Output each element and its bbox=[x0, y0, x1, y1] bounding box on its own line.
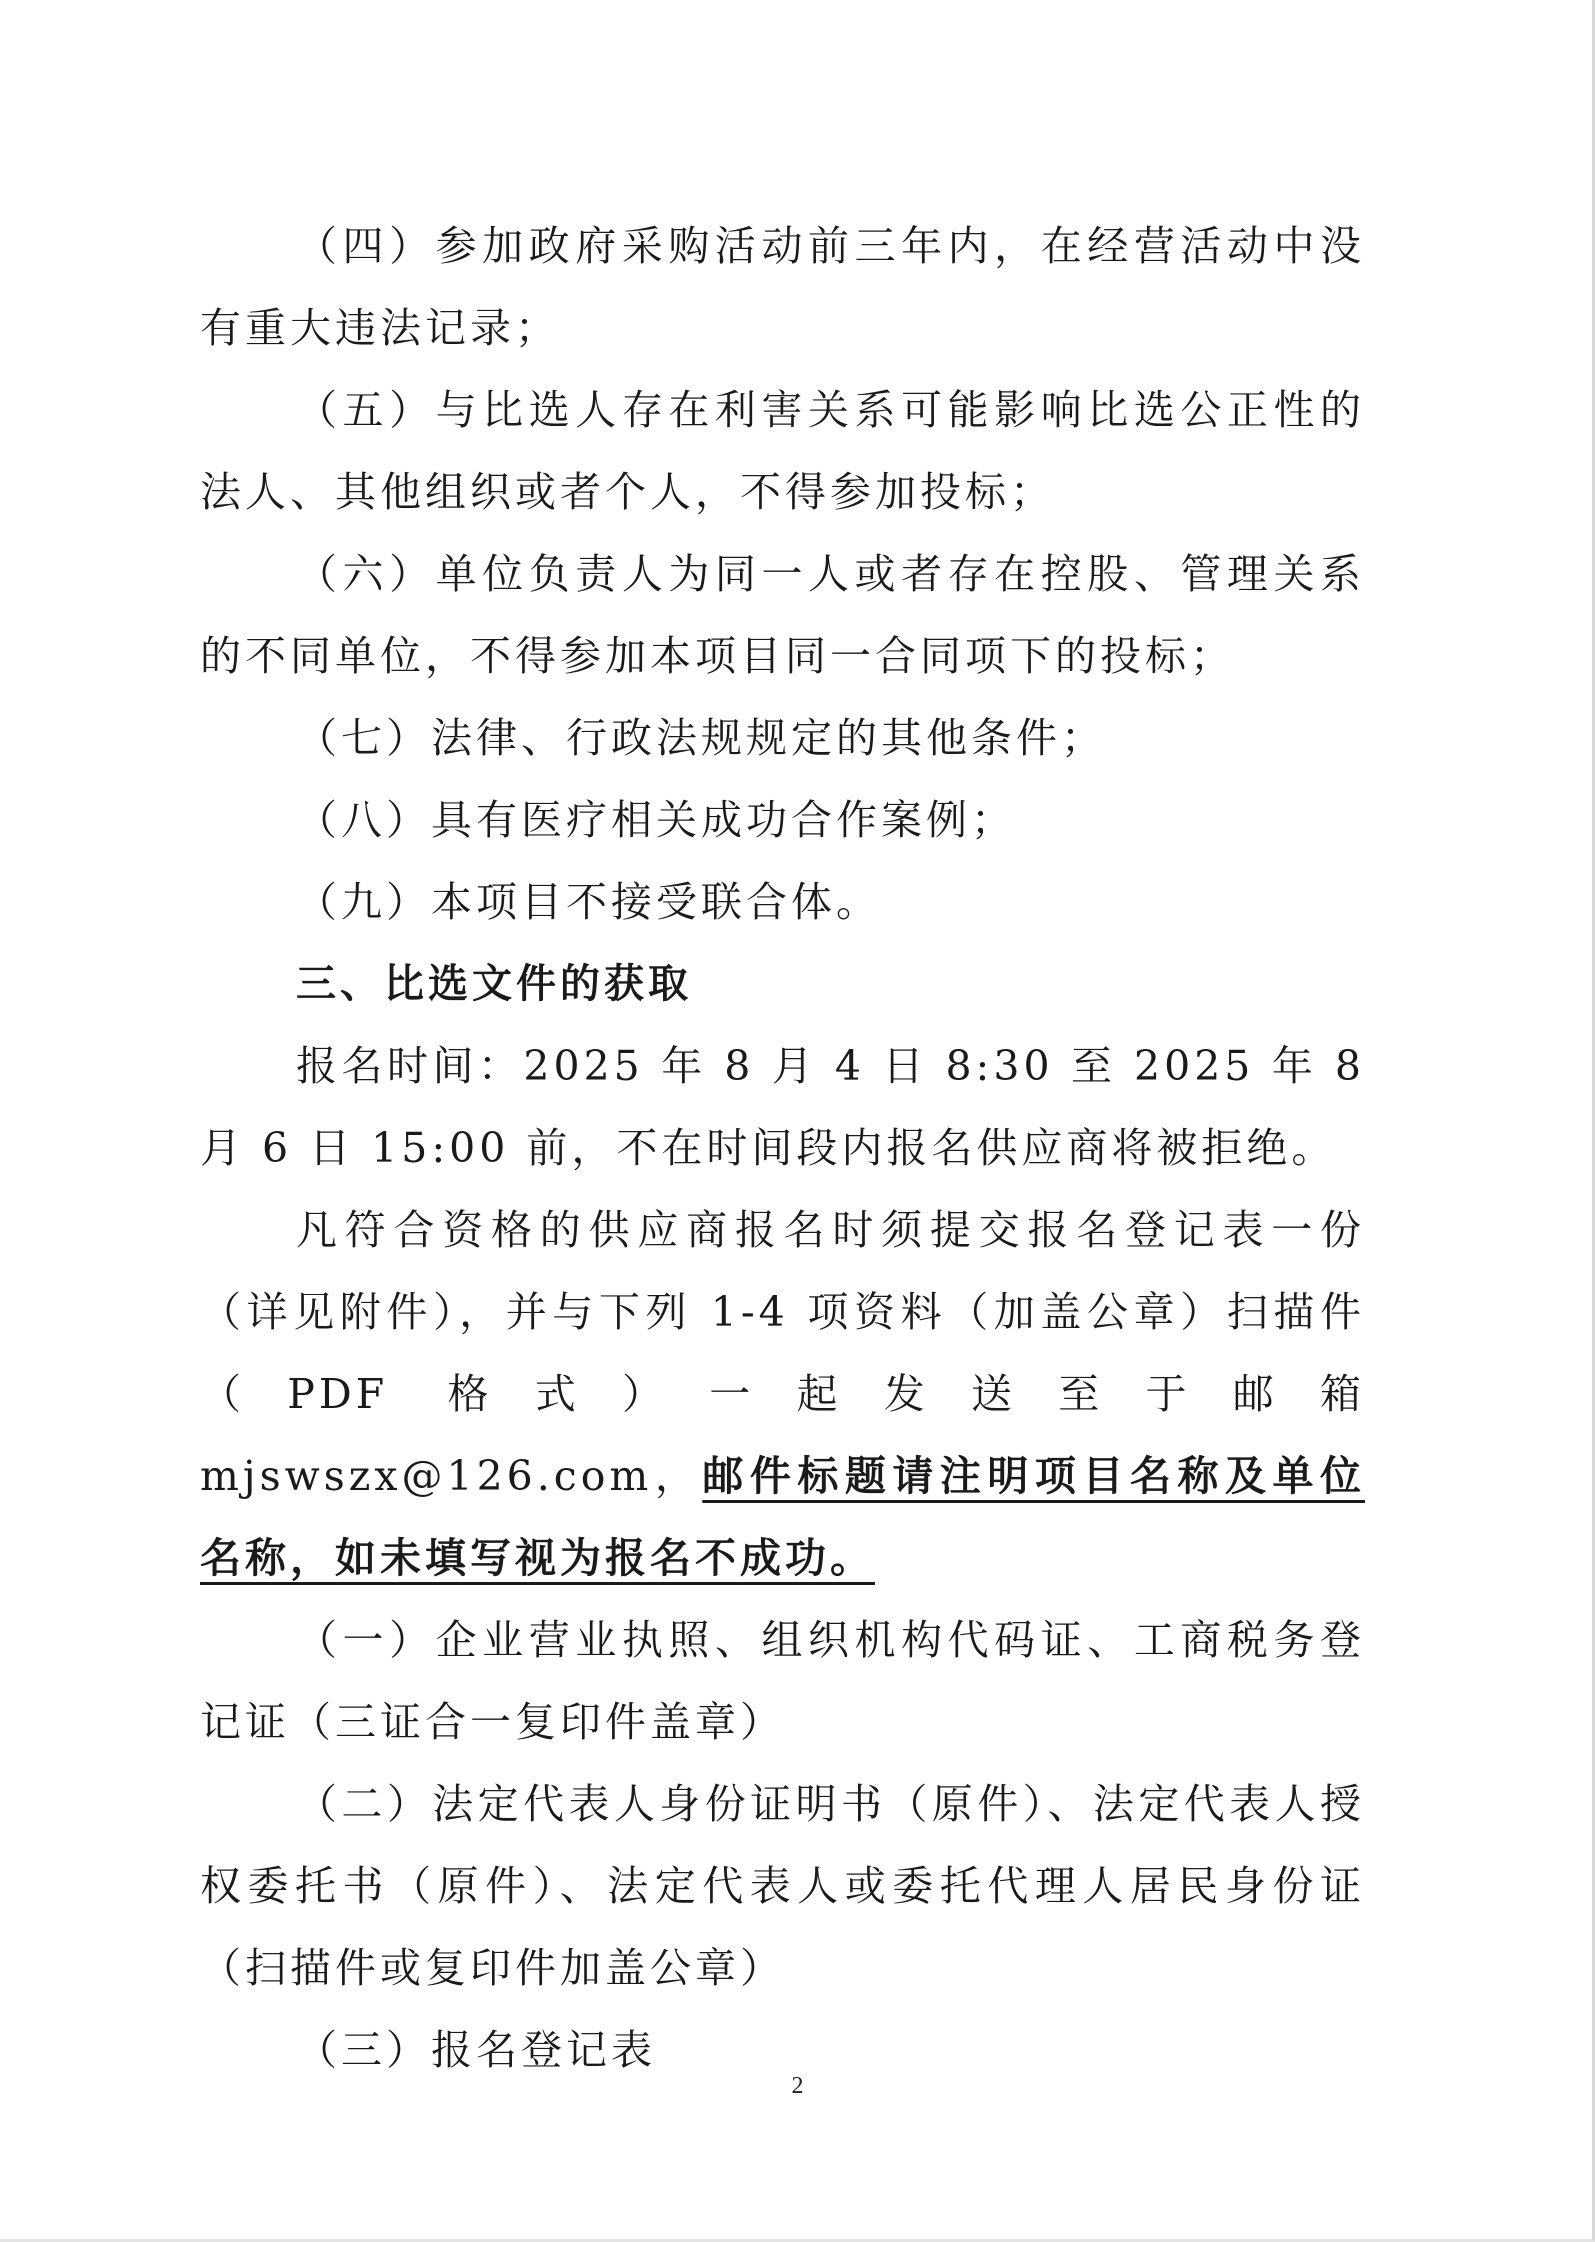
section-heading: 三、比选文件的获取 bbox=[296, 961, 692, 1007]
page-number: 2 bbox=[791, 2073, 804, 2099]
submission-paragraph bbox=[200, 1189, 1365, 1599]
paragraph-qualification-5: （五）与比选人存在利害关系可能影响比选公正性的法人、其他组织或者个人，不得参加投标； bbox=[200, 386, 1365, 516]
paragraph-qualification-4: （四）参加政府采购活动前三年内，在经营活动中没有重大违法记录； bbox=[200, 222, 1365, 352]
required-item-1: （一）企业营业执照、组织机构代码证、工商税务登记证（三证合一复印件盖章） bbox=[200, 1616, 1365, 1746]
required-item-3: （三）报名登记表 bbox=[296, 2026, 656, 2074]
paragraph-qualification-9: （九）本项目不接受联合体。 bbox=[296, 878, 881, 926]
paragraph-qualification-6: （六）单位负责人为同一人或者存在控股、管理关系的不同单位，不得参加本项目同一合同项下的投标； bbox=[200, 550, 1365, 680]
required-item-2: （二）法定代表人身份证明书（原件）、法定代表人授权委托书（原件）、法定代表人或委托代理人居民身份证（扫描件或复印件加盖公章） bbox=[200, 1780, 1365, 1992]
registration-time: 报名时间：2025 年 8 月 4 日 8:30 至 2025 年 8 月 6 日 15:00 前，不在时间段内报名供应商将被拒绝。 bbox=[200, 1042, 1365, 1172]
paragraph-qualification-7: （七）法律、行政法规规定的其他条件； bbox=[296, 714, 1106, 762]
submission-text: 凡符合资格的供应商报名时须提交报名登记表一份（详见附件），并与下列 1-4 项资料（加盖公章）扫描件（PDF 格式）一起发送至于邮箱 mjswszx@126.com， bbox=[200, 1206, 1365, 1500]
document-body bbox=[200, 205, 1365, 2091]
submission-emphasis: 邮件标题请注明项目名称及单位名称，如未填写视为报名不成功。 bbox=[200, 1452, 1365, 1582]
paragraph-qualification-8: （八）具有医疗相关成功合作案例； bbox=[296, 796, 1016, 844]
